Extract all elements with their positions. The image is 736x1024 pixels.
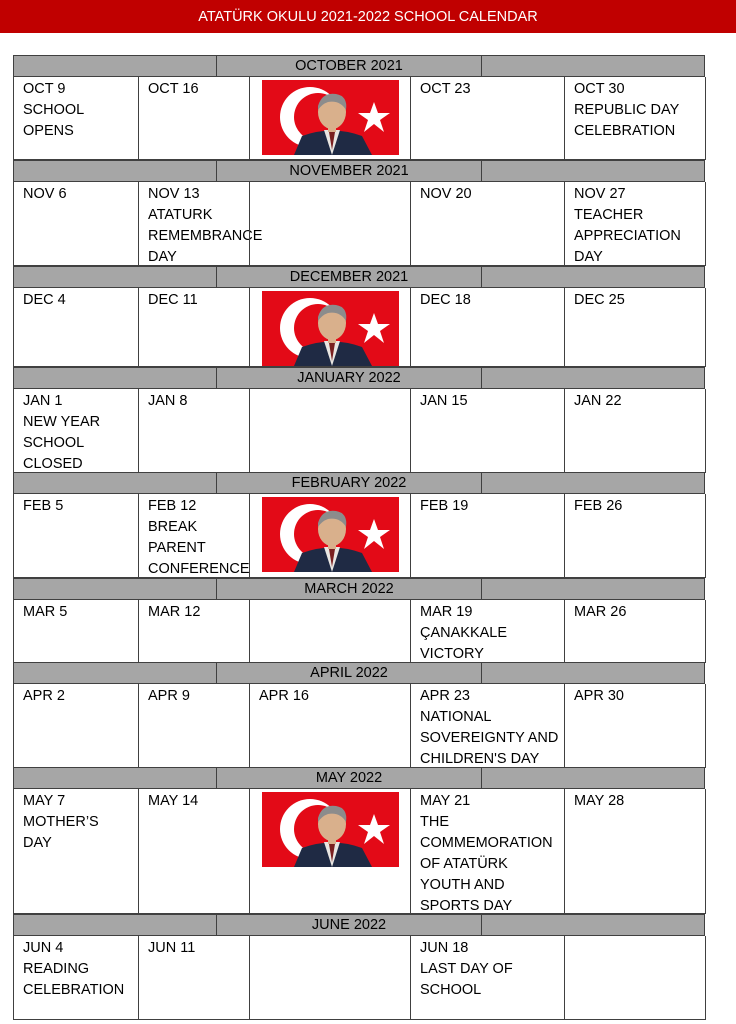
ataturk-portrait-flag bbox=[262, 792, 399, 867]
month-label: APRIL 2022 bbox=[217, 662, 481, 684]
date-cell: FEB 19 bbox=[410, 494, 565, 578]
month-header-left bbox=[13, 662, 217, 684]
date-cell: OCT 30 REPUBLIC DAY CELEBRATION bbox=[564, 77, 706, 160]
ataturk-portrait-flag bbox=[262, 497, 399, 572]
week-row bbox=[13, 389, 707, 473]
month-header-left bbox=[13, 266, 217, 288]
date-cell bbox=[249, 494, 411, 578]
date-cell: JAN 15 bbox=[410, 389, 565, 473]
month-header bbox=[13, 662, 705, 684]
week-row bbox=[13, 288, 707, 367]
month-header-left bbox=[13, 767, 217, 789]
month-label: JUNE 2022 bbox=[217, 914, 481, 936]
month-header bbox=[13, 472, 705, 494]
week-row bbox=[13, 77, 707, 160]
date-cell: APR 16 bbox=[249, 684, 411, 768]
date-cell: FEB 26 bbox=[564, 494, 706, 578]
date-cell: APR 9 bbox=[138, 684, 250, 768]
date-cell: JAN 22 bbox=[564, 389, 706, 473]
date-cell: JUN 11 bbox=[138, 936, 250, 1020]
date-cell: JAN 1 NEW YEAR SCHOOL CLOSED bbox=[13, 389, 139, 473]
month-label: FEBRUARY 2022 bbox=[217, 472, 481, 494]
month-label: JANUARY 2022 bbox=[217, 367, 481, 389]
month-header-left bbox=[13, 160, 217, 182]
month-header-left bbox=[13, 472, 217, 494]
date-cell bbox=[564, 936, 706, 1020]
date-cell: MAR 5 bbox=[13, 600, 139, 663]
month-header-right bbox=[481, 266, 705, 288]
month-header-right bbox=[481, 662, 705, 684]
date-cell: MAR 12 bbox=[138, 600, 250, 663]
month-header-left bbox=[13, 578, 217, 600]
ataturk-photo bbox=[262, 497, 399, 572]
month-label: MARCH 2022 bbox=[217, 578, 481, 600]
week-row bbox=[13, 494, 707, 578]
date-cell: FEB 12 BREAK PARENT CONFERENCE bbox=[138, 494, 250, 578]
month-header-right bbox=[481, 160, 705, 182]
month-label: DECEMBER 2021 bbox=[217, 266, 481, 288]
month-header-left bbox=[13, 914, 217, 936]
ataturk-portrait-flag bbox=[262, 291, 399, 366]
date-cell: MAY 21 THE COMMEMORATION OF ATATÜRK YOUTH AND SPORTS DAY bbox=[410, 789, 565, 914]
week-row bbox=[13, 684, 707, 768]
date-cell bbox=[249, 77, 411, 160]
month-header bbox=[13, 914, 705, 936]
date-cell: APR 2 bbox=[13, 684, 139, 768]
month-header bbox=[13, 367, 705, 389]
date-cell bbox=[249, 389, 411, 473]
date-cell: MAY 28 bbox=[564, 789, 706, 914]
date-cell: DEC 4 bbox=[13, 288, 139, 367]
month-header-right bbox=[481, 472, 705, 494]
date-cell: APR 23 NATIONAL SOVEREIGNTY AND CHILDREN'S DAY bbox=[410, 684, 565, 768]
date-cell bbox=[249, 936, 411, 1020]
date-cell bbox=[249, 789, 411, 914]
month-header-right bbox=[481, 914, 705, 936]
month-header bbox=[13, 578, 705, 600]
ataturk-portrait-flag bbox=[262, 80, 399, 155]
date-cell: JUN 4 READING CELEBRATION bbox=[13, 936, 139, 1020]
month-label: OCTOBER 2021 bbox=[217, 55, 481, 77]
week-row bbox=[13, 600, 707, 663]
month-header bbox=[13, 767, 705, 789]
ataturk-photo bbox=[262, 80, 399, 155]
date-cell: JUN 18 LAST DAY OF SCHOOL bbox=[410, 936, 565, 1020]
ataturk-photo bbox=[262, 291, 399, 366]
ataturk-photo bbox=[262, 792, 399, 867]
date-cell: MAR 26 bbox=[564, 600, 706, 663]
date-cell bbox=[249, 600, 411, 663]
month-header-left bbox=[13, 367, 217, 389]
date-cell: NOV 6 bbox=[13, 182, 139, 266]
date-cell: MAR 19 ÇANAKKALE VICTORY bbox=[410, 600, 565, 663]
month-header-right bbox=[481, 578, 705, 600]
date-cell: DEC 18 bbox=[410, 288, 565, 367]
week-row bbox=[13, 182, 707, 266]
date-cell bbox=[249, 288, 411, 367]
date-cell: DEC 11 bbox=[138, 288, 250, 367]
month-header-right bbox=[481, 767, 705, 789]
date-cell: APR 30 bbox=[564, 684, 706, 768]
date-cell: OCT 23 bbox=[410, 77, 565, 160]
date-cell: OCT 9 SCHOOL OPENS bbox=[13, 77, 139, 160]
month-header bbox=[13, 266, 705, 288]
date-cell: NOV 20 bbox=[410, 182, 565, 266]
date-cell: FEB 5 bbox=[13, 494, 139, 578]
month-header-right bbox=[481, 55, 705, 77]
month-header bbox=[13, 55, 705, 77]
month-header bbox=[13, 160, 705, 182]
date-cell: JAN 8 bbox=[138, 389, 250, 473]
date-cell: NOV 13 ATATURK REMEMBRANCE DAY bbox=[138, 182, 250, 266]
month-header-right bbox=[481, 367, 705, 389]
week-row bbox=[13, 789, 707, 914]
date-cell: DEC 25 bbox=[564, 288, 706, 367]
date-cell: NOV 27 TEACHER APPRECIATION DAY bbox=[564, 182, 706, 266]
calendar-title: ATATÜRK OKULU 2021-2022 SCHOOL CALENDAR bbox=[0, 0, 736, 33]
date-cell: MAY 14 bbox=[138, 789, 250, 914]
date-cell: MAY 7 MOTHER’S DAY bbox=[13, 789, 139, 914]
month-label: NOVEMBER 2021 bbox=[217, 160, 481, 182]
month-header-left bbox=[13, 55, 217, 77]
date-cell: OCT 16 bbox=[138, 77, 250, 160]
week-row bbox=[13, 936, 707, 1020]
date-cell bbox=[249, 182, 411, 266]
month-label: MAY 2022 bbox=[217, 767, 481, 789]
